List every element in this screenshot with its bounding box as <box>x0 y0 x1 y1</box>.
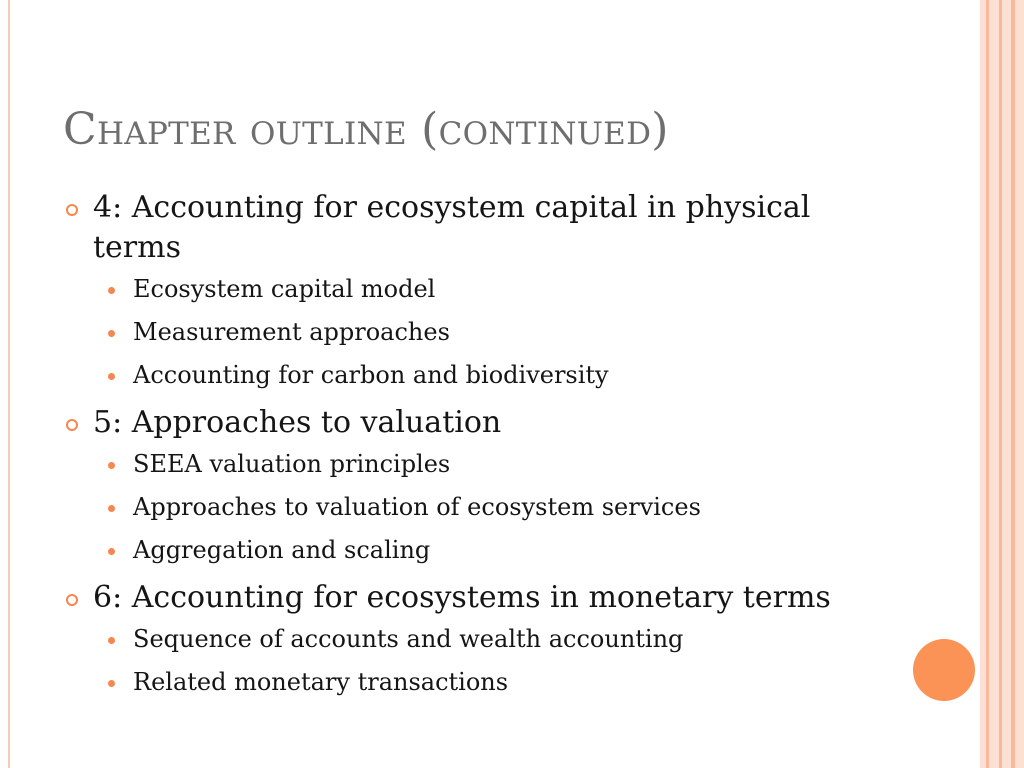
subitem <box>66 443 906 486</box>
subitem <box>66 311 906 354</box>
decorative-circle <box>913 639 975 701</box>
subitem <box>66 618 906 661</box>
section-label: 4: Accounting for ecosystem capital in physical terms <box>93 190 811 265</box>
dot-bullet-icon <box>108 505 115 512</box>
subitem <box>66 268 906 311</box>
subitem-label: Aggregation and scaling <box>133 536 431 564</box>
hollow-circle-bullet-icon <box>66 204 78 216</box>
dot-bullet-icon <box>108 373 115 380</box>
dot-bullet-icon <box>108 548 115 555</box>
subitem-label: SEEA valuation principles <box>133 450 451 478</box>
outline-list <box>66 186 906 704</box>
subitem <box>66 661 906 704</box>
dot-bullet-icon <box>108 680 115 687</box>
dot-bullet-icon <box>108 287 115 294</box>
subitem-label: Measurement approaches <box>133 318 450 346</box>
hollow-circle-bullet-icon <box>66 594 78 606</box>
subitem-label: Sequence of accounts and wealth accounting <box>133 625 684 653</box>
subitem <box>66 354 906 397</box>
subitem <box>66 529 906 572</box>
subitem-label: Ecosystem capital model <box>133 275 436 303</box>
section-label: 5: Approaches to valuation <box>93 405 502 440</box>
stripe <box>989 0 999 768</box>
hollow-circle-bullet-icon <box>66 419 78 431</box>
section-item <box>66 578 906 618</box>
section-item <box>66 188 906 268</box>
slide-title: Chapter outline (continued) <box>63 104 669 155</box>
dot-bullet-icon <box>108 637 115 644</box>
right-decorative-stripes <box>980 0 1024 768</box>
dot-bullet-icon <box>108 462 115 469</box>
subitem-label: Approaches to valuation of ecosystem services <box>133 493 701 521</box>
dot-bullet-icon <box>108 330 115 337</box>
left-border-line <box>8 0 10 768</box>
subitem <box>66 486 906 529</box>
subitem-label: Related monetary transactions <box>133 668 509 696</box>
stripe <box>1015 0 1024 768</box>
section-label: 6: Accounting for ecosystems in monetary terms <box>93 580 831 615</box>
subitem-label: Accounting for carbon and biodiversity <box>133 361 609 389</box>
section-item <box>66 403 906 443</box>
stripe <box>1002 0 1011 768</box>
